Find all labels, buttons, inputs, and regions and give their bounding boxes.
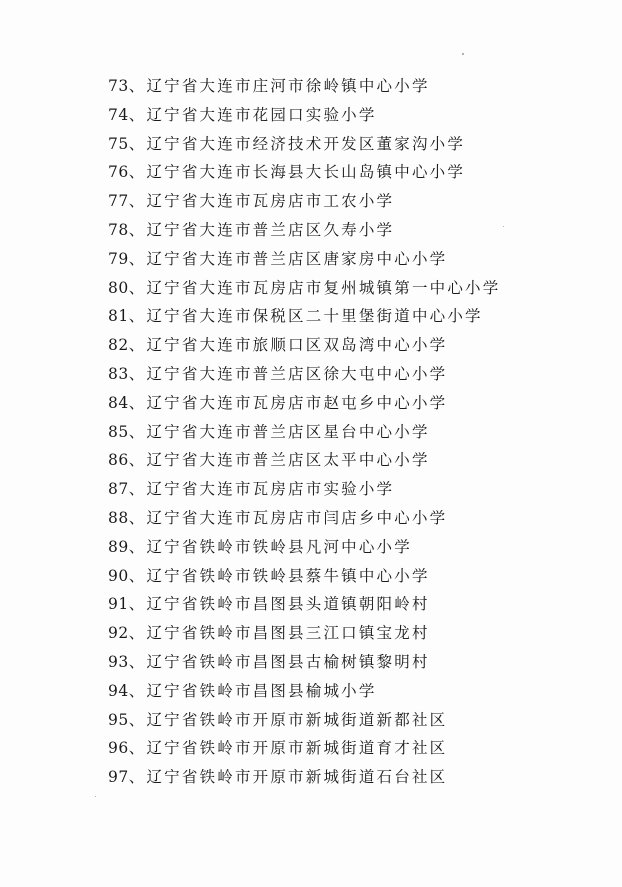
list-item <box>108 245 500 274</box>
item-number: 96 <box>108 739 129 758</box>
list-item <box>108 360 500 389</box>
item-number: 88 <box>108 508 129 527</box>
list-item <box>108 101 500 130</box>
item-number: 85 <box>108 422 129 441</box>
item-text: 辽宁省大连市瓦房店市工农小学 <box>146 192 395 211</box>
item-text: 辽宁省大连市普兰店区太平中心小学 <box>146 451 430 470</box>
item-separator: 、 <box>128 307 147 326</box>
item-text: 辽宁省大连市瓦房店市赵屯乡中心小学 <box>146 393 448 412</box>
list-item <box>108 72 500 101</box>
item-text: 辽宁省大连市普兰店区唐家房中心小学 <box>146 249 448 268</box>
item-text: 辽宁省铁岭市开原市新城街道育才社区 <box>146 739 448 758</box>
item-separator: 、 <box>128 624 147 643</box>
list-item <box>108 562 500 591</box>
item-separator: 、 <box>128 192 147 211</box>
list-item <box>108 187 500 216</box>
item-text: 辽宁省铁岭市昌图县古榆树镇黎明村 <box>146 652 430 671</box>
item-text: 辽宁省大连市庄河市徐岭镇中心小学 <box>146 77 430 95</box>
list-item <box>108 734 500 763</box>
item-separator: 、 <box>128 537 147 556</box>
item-text: 辽宁省铁岭市昌图县榆城小学 <box>146 681 377 700</box>
scan-speck <box>503 226 504 227</box>
item-number: 77 <box>108 192 129 211</box>
item-text: 辽宁省铁岭市铁岭县蔡牛镇中心小学 <box>146 566 430 585</box>
item-text: 辽宁省大连市花园口实验小学 <box>146 105 377 124</box>
item-text: 辽宁省大连市普兰店区久寿小学 <box>146 220 395 239</box>
item-separator: 、 <box>128 77 147 95</box>
list-item <box>108 706 500 735</box>
item-number: 87 <box>108 480 129 499</box>
item-number: 73 <box>108 77 129 95</box>
list-item <box>108 763 500 792</box>
list-item <box>108 418 500 447</box>
item-number: 78 <box>108 220 129 239</box>
item-number: 90 <box>108 566 129 585</box>
list-item <box>108 274 500 303</box>
item-text: 辽宁省大连市保税区二十里堡街道中心小学 <box>146 307 483 326</box>
scan-speck <box>462 53 464 55</box>
item-separator: 、 <box>128 163 147 182</box>
list-item <box>108 648 500 677</box>
scan-speck <box>95 796 96 797</box>
item-text: 辽宁省大连市长海县大长山岛镇中心小学 <box>146 163 466 182</box>
item-separator: 、 <box>128 278 147 297</box>
list-item <box>108 590 500 619</box>
item-number: 80 <box>108 278 129 297</box>
list-item <box>108 302 500 331</box>
list-item <box>108 389 500 418</box>
list-item <box>108 619 500 648</box>
item-text: 辽宁省大连市瓦房店市闫店乡中心小学 <box>146 508 448 527</box>
list-item <box>108 504 500 533</box>
item-separator: 、 <box>128 249 147 268</box>
item-separator: 、 <box>128 422 147 441</box>
item-number: 75 <box>108 134 129 153</box>
item-text: 辽宁省大连市普兰店区星台中心小学 <box>146 422 430 441</box>
item-number: 83 <box>108 364 129 383</box>
item-separator: 、 <box>128 480 147 499</box>
item-number: 84 <box>108 393 129 412</box>
item-text: 辽宁省大连市瓦房店市实验小学 <box>146 480 395 499</box>
item-number: 79 <box>108 249 129 268</box>
item-number: 93 <box>108 652 129 671</box>
item-number: 82 <box>108 336 129 355</box>
list-item <box>108 331 500 360</box>
item-separator: 、 <box>128 364 147 383</box>
list-item <box>108 216 500 245</box>
item-text: 辽宁省铁岭市昌图县头道镇朝阳岭村 <box>146 595 430 614</box>
list-item <box>108 130 500 159</box>
item-number: 74 <box>108 105 129 124</box>
item-separator: 、 <box>128 451 147 470</box>
item-text: 辽宁省大连市经济技术开发区董家沟小学 <box>146 134 466 153</box>
item-number: 91 <box>108 595 129 614</box>
item-separator: 、 <box>128 566 147 585</box>
item-separator: 、 <box>128 652 147 671</box>
list-item <box>108 533 500 562</box>
item-text: 辽宁省大连市瓦房店市复州城镇第一中心小学 <box>146 278 501 297</box>
list-item <box>108 446 500 475</box>
item-text: 辽宁省铁岭市开原市新城街道石台社区 <box>146 768 448 787</box>
item-separator: 、 <box>128 710 147 729</box>
item-separator: 、 <box>128 393 147 412</box>
item-text: 辽宁省铁岭市铁岭县凡河中心小学 <box>146 537 412 556</box>
item-number: 92 <box>108 624 129 643</box>
list-item <box>108 158 500 187</box>
item-number: 89 <box>108 537 129 556</box>
item-separator: 、 <box>128 739 147 758</box>
item-text: 辽宁省铁岭市昌图县三江口镇宝龙村 <box>146 624 430 643</box>
item-separator: 、 <box>128 134 147 153</box>
item-number: 94 <box>108 681 129 700</box>
item-number: 81 <box>108 307 129 326</box>
item-separator: 、 <box>128 508 147 527</box>
item-text: 辽宁省大连市旅顺口区双岛湾中心小学 <box>146 336 448 355</box>
item-number: 76 <box>108 163 129 182</box>
item-number: 97 <box>108 768 129 787</box>
list-item <box>108 475 500 504</box>
item-separator: 、 <box>128 105 147 124</box>
item-separator: 、 <box>128 595 147 614</box>
school-list <box>108 72 500 792</box>
item-text: 辽宁省铁岭市开原市新城街道新都社区 <box>146 710 448 729</box>
list-item <box>108 677 500 706</box>
item-text: 辽宁省大连市普兰店区徐大屯中心小学 <box>146 364 448 383</box>
item-separator: 、 <box>128 336 147 355</box>
item-number: 86 <box>108 451 129 470</box>
item-separator: 、 <box>128 220 147 239</box>
item-separator: 、 <box>128 681 147 700</box>
item-number: 95 <box>108 710 129 729</box>
item-separator: 、 <box>128 768 147 787</box>
